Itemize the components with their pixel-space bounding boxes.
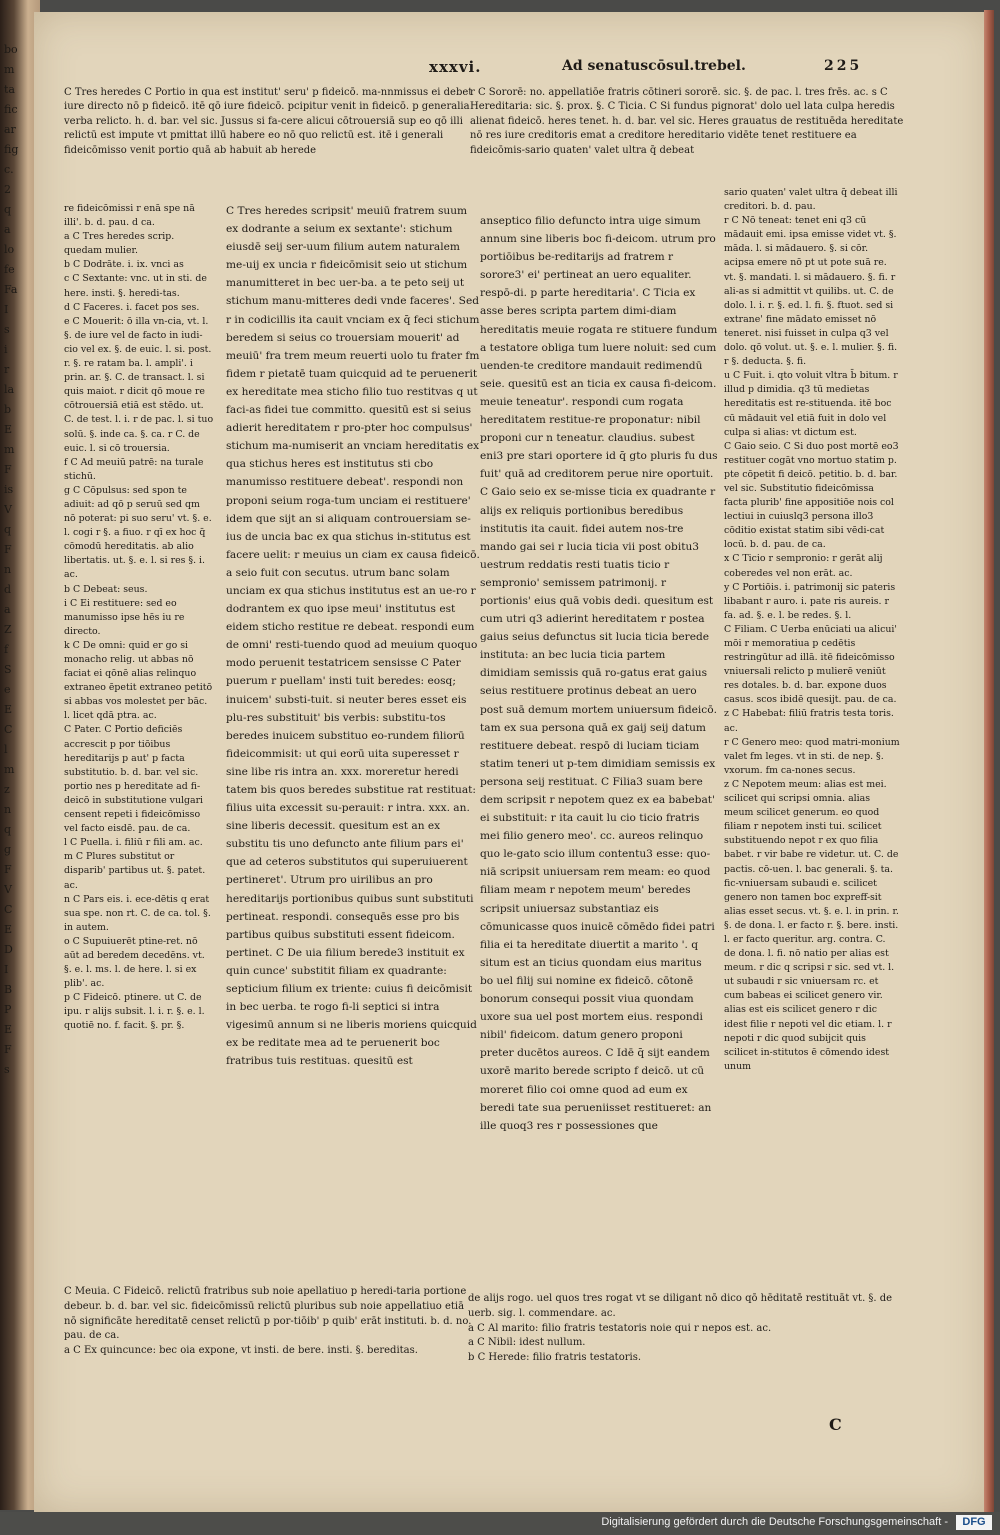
funding-credit: Digitalisierung gefördert durch die Deutsche Forschungsgemeinschaft - xyxy=(601,1516,948,1528)
gloss-right-column: sario quaten' valet ultra q̄ debeat illi creditori. b. d. pau. r C Nō teneat: tenet eni q3 cū mādauit emi. ipsa emisse videt vt. §. māda. l. si mādauero. §. si cōr. acipsa emere nō pt ut pote suā re. vt. §. mandati. l. si mādauero. §. fi. r ali-as si admittit vt quilibs. ut. C. de dolo. l. i. r. §. ed. l. fi. §. ftuot. sed si extrane' fine mādato emisset nō teneret. nisi fuisset in culpa q3 vel dolo. qō volut. ut. §. e. l. mulier. §. fi. r §. deducta. §. fi. u C Fuit. i. qto voluit vltra b̄ bitum. r illud p dimidia. q3 tū medietas hereditatis est re-stituenda. itē boc cū mādauit vel etiā fuit in dolo vel culpa si alias: vt dictum est. C Gaio seio. C Si duo post mortē eo3 restituer cogāt vno mortuo statim p. pte cōpetit fi deicō. petitio. b. d. bar. vel sic. Substitutio fideicōmissa facta plurib' fine appositiōe nois col lectiui in cuiuslq3 persona illo3 cōditio existat statim sibi vēdi-cat locū. b. d. pau. de ca. x C Ticio r sempronio: r gerāt alij coberedes vel non erāt. ac. y C Portiōis. i. patrimonij sic pateris libabant r auro. i. pate ris aureis. r fa. ad. §. e. l. be redes. §. l. C Filiam. C Uerba enūciati ua alicui' mōi r memoratiua p cedētis restringūtur ad illā. itē fideicōmisso vniuersali relicto p mulierē veniūt res dotales. b. d. bar. expone duos casus. scos ibidē quesijt. pau. de ca. z C Habebat: filiū fratris testa toris. ac. r C Genero meo: quod matri-monium valet fm leges. vt in sti. de nep. §. vxorum. fm ca-nones secus. z C Nepotem meum: alias est mei. scilicet qui scripsi omnia. alias meum scilicet generum. eo quod filiam r nepotem insti tui. scilicet substituendo nepot r ex quo filia babet. r vir babe re videtur. ut. C. de pactis. cō-uen. l. bac generali. §. ta. fic-vniuersam subaudi e. scilicet genero non tamen boc expreff-sit alias esset secus. vt. §. e. l. in prin. r. §. de dona. l. er facto r. §. bere. insti. l. er facto queritur. arg. contra. C. de dona. l. fi. nō natio per alias est meum. r dic q scripsi r sic. sed vt. l. ut subaudi r sic vniuersam rc. et cum babeas ei scilicet genero vir. alias est eis scilicet genero r dic idest filie r nepoti vel dic etiam. l. r nepoti r dic quod subijcit quis scilicet in-stitutos ē cōmendo idest unum xyxy=(724,187,900,1072)
gloss-top-left: C Tres heredes C Portio in qua est institut' seru' p fideicō. ma-nnmissus ei debet iure directo nō p fideicō. itē qō iure fideicō. pcipitur venit in fideicō. p generalia verba relicto. h. d. bar. vel sic. Jussus si fa-cere alicui cōtrouersiā sup eo qō illi relictū est impute vt pmittat illū habere eo nō quo relictū est. itē i generali fideicōmisso venit portio quā ab habuit ab herede xyxy=(64,87,473,156)
catchword: C xyxy=(829,1415,842,1434)
gloss-bottom-left: C Meuia. C Fideicō. relictū fratribus sub noie apellatiuo p heredi-taria portione debeur. b. d. bar. vel sic. fideicōmissū relictū pluribus sub noie appellatiuo etiā nō significāte hereditatē censet relictū p por-tiōib' p quib' erāt instituti. b. d. no. pau. de ca. a C Ex quincunce: bec oia expone, vt insti. de bere. insti. §. bereditas. xyxy=(64,1286,472,1357)
page-edge xyxy=(984,10,994,1512)
book-page xyxy=(34,12,986,1512)
gloss-top-right: r C Sororē: no. appellatiōe fratris cōtineri sororē. sic. §. de pac. l. tres frēs. ac. s C Hereditaria: sic. §. prox. §. C Ticia. C Si fundus pignorat' dolo uel lata culpa heredis alienat fideicō. heres tenet. h. d. bar. vel sic. Heres grauatus de restituēda hereditate nō res iure creditoris emat a creditore hereditario vidēte tenet restituere ea fideicōmis-sario quaten' valet ultra q̄ debeat xyxy=(470,87,904,156)
main-text-column-a: C Tres heredes scripsit' meuiū fratrem suum ex dodrante a seium ex sextante': stichum eiusdē seij ser-uum filium autem naturalem me-uij ex uncia r fideicōmisit seio ut stichum manumitteret in bec uer-ba. a te peto seij ut stichum manu-mitteres dedi vnde faceres'. Sed r in codicillis ita cauit vnciam ex q̄ feci stichum beredem si seius co trouersiam mouerit' ad meuiū' fra trem meum reuerti uolo tu frater fm fidem r pietatē tuam quicquid ad te peruenerit ex hereditate mea sticho filio tuo restitvas q ut faci-as fidei tue committo. quesitū est si seius adierit hereditatem r pro-pter hoc compulsus' stichum ma-numiserit an vnciam hereditatis ex qua stichus heres est institutus sti cbo manumisso restituere debeat'. respondi non proponi seium roga-tum unciam ei restituere' idem que sijt an si aliquam controuersiam se-ius de uncia bac ex qua stichus in-stitutus est facere uelit: r meuius un ciam ex causa fideicō. a seio fuit con secutus. utrum banc solam unciam ex qua stichus institutus est an ue-ro r dodrantem ex quo ipse meui' institutus est eidem sticho restitue re debeat. respondi eum de omni' resti-tuendo quod ad meuium quoquo modo peruenit testatricem sensisse C Pater puerum r puellam' insti tuit beredes: eosq; inuicem' substi-tuit. si neuter beres esset eis plu-res substituit' bis verbis: substitu-tos beredes inuicem substituo eo-rundem filiorū fideicommisit: ut qui eorū uita superesset r sine libe ris intra an. xxx. moreretur heredi tatem bis quos beredes substitue rat restituat: filius uita excessit su-perauit: r intra. xxx. an. sine liberis decessit. quesitum est an ex substitu tis uno defuncto ante filium pars ei' que ad ceteros substitutos qui superuiuerent pertineret'. Utrum pro uirilibus an pro hereditarijs portionibus quibus sunt substituti pertineat. respondi. consequēs esse pro bis partibus quibus substituti essent fideicom. pertinet. C De uia filium berede3 instituit ex quin cunce' substitit filiam ex quadrante: septicium filium ex triente: cuius fi deicōmisit in bec uerba. te rogo fi-li septici si intra vigesimū annum si ne liberis moriens quicquid ex be reditate mea ad te peruenerit boc fratribus tuis restituas. quesitū est xyxy=(226,205,480,1068)
folio-signature: xxxvi. xyxy=(429,58,482,76)
facing-page-text: bo m ta fic ar fig c. 2 q a lo fe Fa I s i r la b E m F is V q F n d a Z f S e E C l m z n q g F V C E D I B P E F s xyxy=(4,43,19,1076)
running-title: Ad senatuscōsul.trebel. xyxy=(562,58,746,74)
main-text-column-b: anseptico filio defuncto intra uige simum annum sine liberis boc fi-deicom. utrum pro portiōibus be-reditarijs ad fratrem r sorore3' ei' pertineat an uero equaliter. respō-di. p parte hereditaria'. C Ticia ex asse beres scripta partem dimi-diam hereditatis meuie rogata re stituere fundum a testatore obliga tum luere noluit: sed cum uenden-te creditore mandauit redimendū seie. quesitū est an ticia ex causa fi-deicom. meuie teneatur'. respondi cum rogata hereditatem restitue-re proponatur: nibil proponi cur n teneatur. claudius. subest eni3 pre stari oportere id q̄ gto pluris fu dus fuit' quā ad creditorem perue nire oportuit. C Gaio seio ex se-misse ticia ex quadrante r alijs ex reliquis portionibus beredibus institutis ita cauit. fidei autem nos-tre mando gai sei r lucia ticia vii post obitu3 uestrum reddatis resti tuatis ticio r sempronio' semissem patrimonij. r portionis' eius quā vobis dedi. quesitum est cum utri q3 adierint hereditatem r postea gaius seius defunctus sit lucia ticia berede instituta: an bec lucia ticia partem dimidiam semissis quā ro-gatus erat gaius seius restituere protinus debeat an uero post suā demum mortem uniuersum fideicō. tam ex sua persona quā ex gaij seij datum restituere debeat. respō di luciam ticiam statim teneri ut p-tem dimidiam semissis ex persona seij restituat. C Filia3 suam bere dem scripsit r nepotem quez ex ea babebat' ei substituit: r ita cauit lu cio ticio fratris mei filio genero meo'. cc. aureos relinquo quo le-gato scio illum contentu3 esse: quo-niā scripsit uniuersam rem meam: eo quod filiam meam r nepotem meum' beredes scripsit uniuersaz substantiaz eis cōmunicasse quos inuicē cōmēdo fidei patri filia ei ta hereditate diuertit a marito '. q situm est an ticius quondam eius maritus bo uel filij sui nomine ex fideicō. cōtonē bonorum consequi possit viua quondam uxore sua uel post mortem eius. respondi nibil' fideicom. datum genero proponi preter ducētos aureos. C Idē q̄ sijt eandem uxorē marito berede scripto f deicō. ut cū moreret filio coi omne quod ad eum ex beredi tate sua perueniisset restitueret: an ille quoq3 res r possessiones que xyxy=(480,215,718,1132)
gloss-bottom-right: de alijs rogo. uel quos tres rogat vt se diligant nō dico qō hēditatē restituāt vt. §. de uerb. sig. l. commendare. ac. a C Al marito: filio fratris testatoris noie qui r nepos est. ac. a C Nibil: idest nullum. b C Herede: filio fratris testatoris. xyxy=(468,1293,893,1364)
gloss-left-column: re fideicōmissi r enā spe nā illi'. b. d. pau. d ca. a C Tres heredes scrip. quedam mulier. b C Dodrāte. i. ix. vnci as c C Sextante: vnc. ut in sti. de here. insti. §. heredi-tas. d C Faceres. i. facet pos ses. e C Mouerit: ō illa vn-cia, vt. l. §. de iure vel de facto in iudi-cio vel ex. §. de euic. l. si. post. r. §. re ratam ba. l. ampli'. i prin. ar. §. C. de transact. l. si quis maiot. r dicit qō moue re cōtrouersiā etiā est stēdo. ut. C. de test. l. i. r de pac. l. si tuo solū. §. inde ca. §. ca. r C. de euic. l. si cō trouersia. f C Ad meuiū patrē: na turale stichū. g C Cōpulsus: sed spon te adiuit: ad qō p seruū sed qm nō poterat: pi suo seru' vt. §. e. l. cogi r §. a fiuo. r qī ex hoc q̄ cōmodū hereditatis. ab alio libertatis. ut. §. e. l. si res §. i. ac. b C Debeat: seus. i C Ei restituere: sed eo manumisso ipse hēs iu re directo. k C De omni: quid er go si monacho relig. ut abbas nō faciat ei qōnē alias relinquo extraneo ēpetit extraneo petitō si abbas vos molestet per bāc. l. licet qdā ptra. ac. C Pater. C Portio deficiēs accrescit p por tiōibus hereditarijs p aut' p facta substitutio. b. d. bar. vel sic. portio nes p hereditate ad fi-deicō in substitutione vulgari censent repeti i fideicōmisso vel facto eisdē. pau. de ca. l C Puella. i. filiū r fili am. ac. m C Plures substitut or disparib' partibus ut. §. patet. ac. n C Pars eis. i. ece-dētis q erat sua spe. non rt. C. de ca. tol. §. in autem. o C Supuiuerēt ptine-ret. nō aūt ad beredem decedēns. vt. §. e. l. ms. l. de here. l. si ex plib'. ac. p C Fideicō. ptinere. ut C. de ipu. r alijs subsit. l. i. r. §. e. l. quotiē no. f. facit. §. pr. §. xyxy=(64,203,214,1032)
footer-bar xyxy=(0,1512,1000,1535)
running-head xyxy=(34,58,986,82)
page-number: 225 xyxy=(824,58,863,74)
dfg-logo[interactable]: DFG xyxy=(956,1515,992,1530)
